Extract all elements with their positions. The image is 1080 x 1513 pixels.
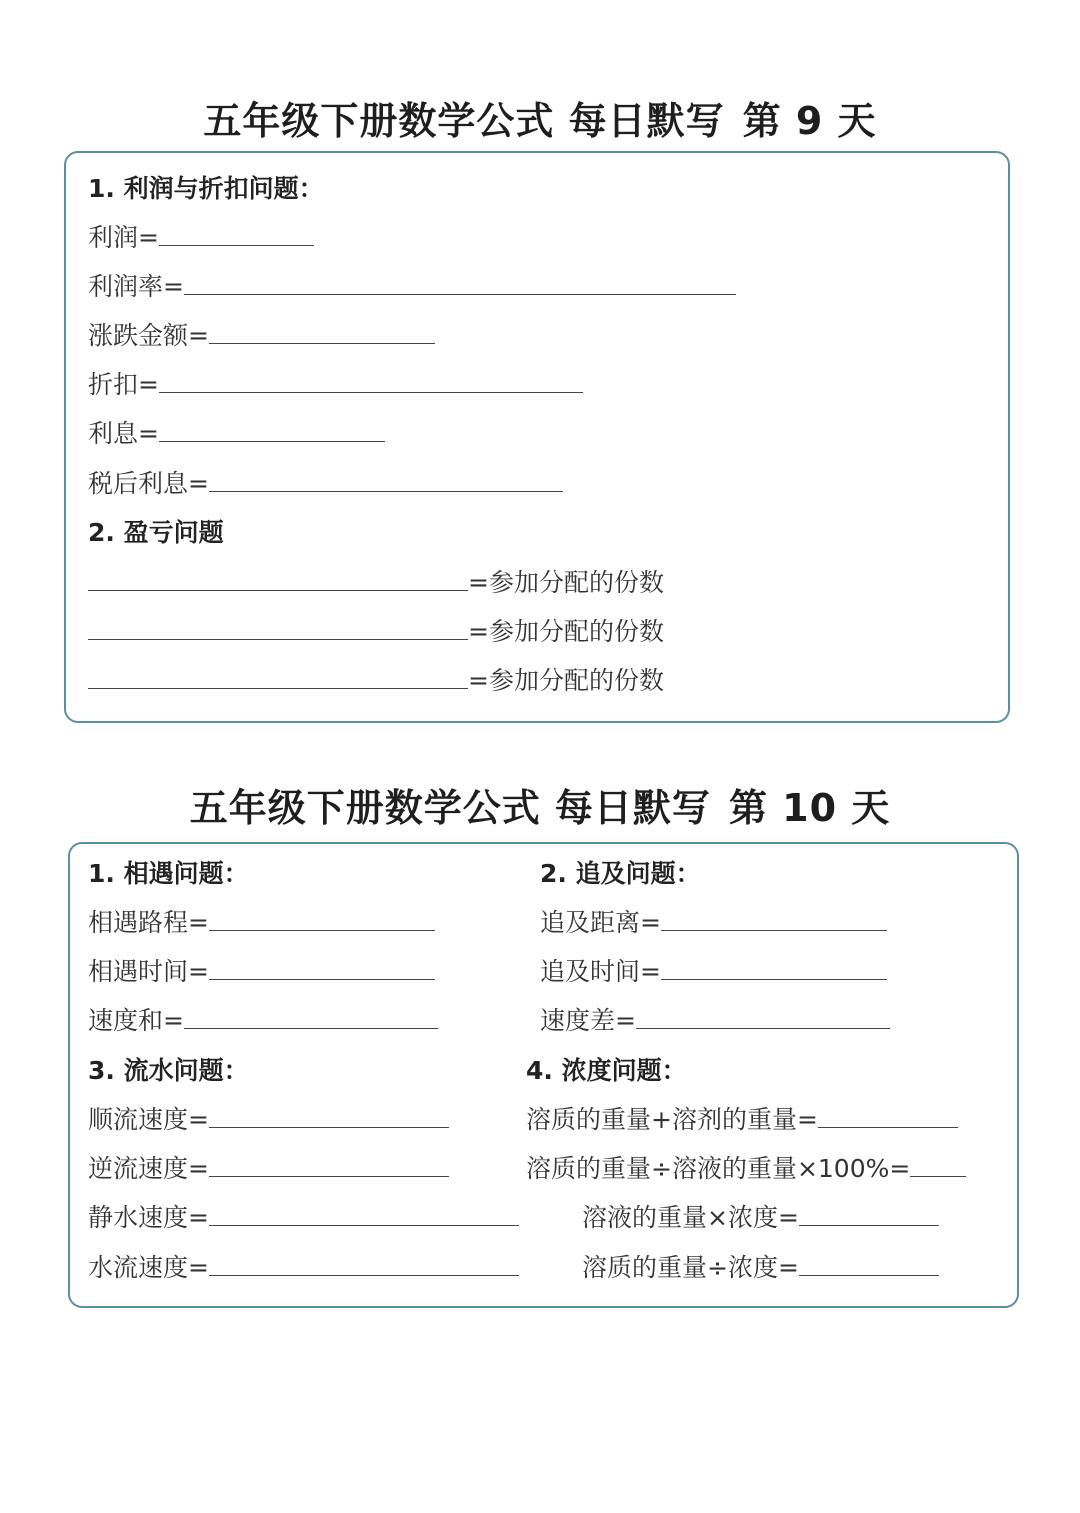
still-water-speed-line: 静水速度=	[88, 1198, 519, 1238]
answer-blank[interactable]	[209, 1251, 519, 1276]
day9-title-day: 第 9 天	[742, 99, 877, 143]
answer-blank[interactable]	[88, 664, 468, 689]
answer-blank[interactable]	[818, 1103, 958, 1128]
day10-title-main: 五年级下册数学公式 每日默写	[189, 786, 711, 830]
day9-title-main: 五年级下册数学公式 每日默写	[203, 99, 725, 143]
speed-difference-line: 速度差=	[540, 1001, 890, 1041]
solute-weight-line: 溶液的重量×浓度=	[582, 1198, 939, 1238]
meet-time-line: 相遇时间=	[88, 952, 435, 992]
answer-blank[interactable]	[910, 1152, 966, 1177]
downstream-speed-line: 顺流速度=	[88, 1100, 449, 1140]
chase-distance-line: 追及距离=	[540, 903, 887, 943]
profit-line: 利润=	[88, 218, 314, 258]
section-heading-surplus: 2. 盈亏问题	[88, 518, 224, 547]
current-speed-line: 水流速度=	[88, 1248, 519, 1288]
answer-blank[interactable]	[184, 1004, 438, 1029]
day10-title-day: 第 10 天	[728, 786, 891, 830]
answer-blank[interactable]	[799, 1201, 939, 1226]
section-heading-chase: 2. 追及问题：	[540, 859, 701, 888]
surplus-line: =参加分配的份数	[88, 661, 664, 701]
answer-blank[interactable]	[209, 467, 563, 492]
speed-sum-line: 速度和=	[88, 1001, 438, 1041]
answer-blank[interactable]	[209, 319, 435, 344]
day10-title	[0, 777, 1080, 832]
answer-blank[interactable]	[636, 1004, 890, 1029]
section-heading-flow: 3. 流水问题：	[88, 1056, 249, 1085]
discount-line: 折扣=	[88, 365, 583, 405]
answer-blank[interactable]	[799, 1251, 939, 1276]
surplus-line: =参加分配的份数	[88, 563, 664, 603]
answer-blank[interactable]	[159, 417, 385, 442]
price-change-line: 涨跌金额=	[88, 316, 435, 356]
answer-blank[interactable]	[159, 368, 583, 393]
concentration-line: 溶质的重量÷溶液的重量×100%=	[526, 1149, 966, 1189]
answer-blank[interactable]	[209, 955, 435, 980]
section-heading-meet: 1. 相遇问题：	[88, 859, 249, 888]
answer-blank[interactable]	[209, 1201, 519, 1226]
meet-distance-line: 相遇路程=	[88, 903, 435, 943]
answer-blank[interactable]	[209, 1103, 449, 1128]
answer-blank[interactable]	[88, 566, 468, 591]
answer-blank[interactable]	[209, 1152, 449, 1177]
answer-blank[interactable]	[88, 615, 468, 640]
profit-rate-line: 利润率=	[88, 267, 736, 307]
interest-line: 利息=	[88, 414, 385, 454]
answer-blank[interactable]	[209, 906, 435, 931]
answer-blank[interactable]	[184, 270, 736, 295]
day9-title	[0, 90, 1080, 145]
answer-blank[interactable]	[661, 906, 887, 931]
solution-from-solute-line: 溶质的重量÷浓度=	[582, 1248, 939, 1288]
solution-weight-line: 溶质的重量+溶剂的重量=	[526, 1100, 958, 1140]
answer-blank[interactable]	[661, 955, 887, 980]
surplus-line: =参加分配的份数	[88, 612, 664, 652]
after-tax-interest-line: 税后利息=	[88, 464, 563, 504]
chase-time-line: 追及时间=	[540, 952, 887, 992]
upstream-speed-line: 逆流速度=	[88, 1149, 449, 1189]
section-heading-profit: 1. 利润与折扣问题：	[88, 174, 324, 203]
answer-blank[interactable]	[159, 221, 314, 246]
section-heading-concentration: 4. 浓度问题：	[526, 1056, 687, 1085]
